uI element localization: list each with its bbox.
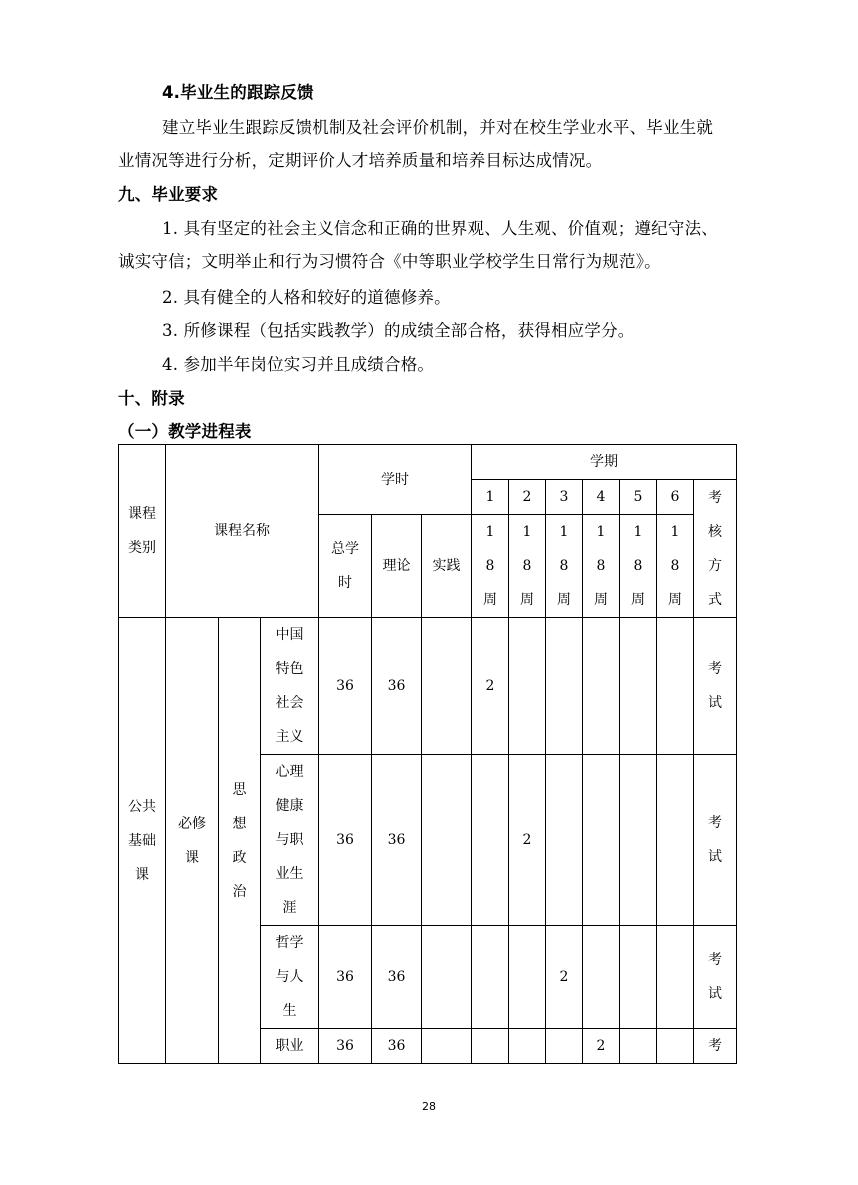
semester-cell [657, 1029, 694, 1064]
total-hours-header: 总学时 [319, 515, 372, 618]
semester-cell [620, 1029, 657, 1064]
paragraph-line: 建立毕业生跟踪反馈机制及社会评价机制，并对在校生学业水平、毕业生就 [162, 118, 714, 137]
theory-cell: 36 [372, 755, 422, 926]
weeks-cell: 18周 [509, 515, 546, 618]
semester-number: 2 [509, 480, 546, 515]
semester-cell [472, 755, 509, 926]
total-cell: 36 [319, 926, 372, 1029]
semester-cell [509, 926, 546, 1029]
page-number: 28 [422, 1100, 436, 1113]
practice-cell [422, 1029, 472, 1064]
assessment-header: 考核方式 [694, 480, 737, 618]
semester-cell: 2 [509, 755, 546, 926]
theory-cell: 36 [372, 926, 422, 1029]
course-name-cell: 哲学与人生 [261, 926, 319, 1029]
teaching-schedule-table [118, 444, 737, 1064]
practice-header: 实践 [422, 515, 472, 618]
requirement-item: 2. 具有健全的人格和较好的道德修养。 [162, 288, 451, 307]
semester-cell [583, 926, 620, 1029]
total-cell: 36 [319, 1029, 372, 1064]
section-heading-tracking: 4.毕业生的跟踪反馈 [162, 83, 314, 102]
semester-cell [657, 926, 694, 1029]
theory-cell: 36 [372, 618, 422, 755]
practice-cell [422, 926, 472, 1029]
total-cell: 36 [319, 618, 372, 755]
paragraph-line: 业情况等进行分析，定期评价人才培养质量和培养目标达成情况。 [118, 151, 603, 170]
semester-number: 6 [657, 480, 694, 515]
semester-cell [620, 755, 657, 926]
category-cell: 公共基础课 [119, 618, 166, 1064]
semester-number: 5 [620, 480, 657, 515]
semester-cell [546, 755, 583, 926]
course-name-cell: 职业 [261, 1029, 319, 1064]
weeks-cell: 18周 [472, 515, 509, 618]
table-heading: （一）教学进程表 [118, 422, 252, 441]
semester-cell: 2 [546, 926, 583, 1029]
assessment-cell: 考试 [694, 618, 737, 755]
practice-cell [422, 755, 472, 926]
theory-cell: 36 [372, 1029, 422, 1064]
section-heading-requirements: 九、毕业要求 [118, 185, 219, 204]
course-name-cell: 心理健康与职业生涯 [261, 755, 319, 926]
semester-cell [620, 926, 657, 1029]
semester-cell [472, 1029, 509, 1064]
course-name-cell: 中国特色社会主义 [261, 618, 319, 755]
assessment-cell: 考试 [694, 755, 737, 926]
semester-cell [509, 618, 546, 755]
weeks-cell: 18周 [583, 515, 620, 618]
assessment-cell: 考试 [694, 926, 737, 1029]
weeks-cell: 18周 [620, 515, 657, 618]
course-name-header: 课程名称 [166, 445, 319, 618]
semester-cell: 2 [583, 1029, 620, 1064]
semester-cell [657, 618, 694, 755]
requirement-item: 4. 参加半年岗位实习并且成绩合格。 [162, 355, 435, 374]
practice-cell [422, 618, 472, 755]
semester-cell [472, 926, 509, 1029]
semester-cell [657, 755, 694, 926]
hours-header: 学时 [319, 445, 472, 515]
semester-cell: 2 [472, 618, 509, 755]
semester-number: 4 [583, 480, 620, 515]
semester-cell [546, 618, 583, 755]
table-row [119, 618, 737, 755]
section-heading-appendix: 十、附录 [118, 389, 185, 408]
semester-cell [620, 618, 657, 755]
theory-header: 理论 [372, 515, 422, 618]
requirement-item: 诚实守信；文明举止和行为习惯符合《中等职业学校学生日常行为规范》。 [118, 252, 661, 271]
weeks-cell: 18周 [657, 515, 694, 618]
assessment-cell: 考 [694, 1029, 737, 1064]
semester-number: 1 [472, 480, 509, 515]
semester-cell [509, 1029, 546, 1064]
semester-header: 学期 [472, 445, 737, 480]
semester-cell [546, 1029, 583, 1064]
semester-number: 3 [546, 480, 583, 515]
requirement-item: 1. 具有坚定的社会主义信念和正确的世界观、人生观、价值观；遵纪守法、 [162, 219, 718, 238]
weeks-cell: 18周 [546, 515, 583, 618]
category-header: 课程类别 [119, 445, 166, 618]
type-cell: 必修课 [166, 618, 219, 1064]
subgroup-cell: 思想政治 [219, 618, 261, 1064]
requirement-item: 3. 所修课程（包括实践教学）的成绩全部合格，获得相应学分。 [162, 321, 635, 340]
semester-cell [583, 618, 620, 755]
total-cell: 36 [319, 755, 372, 926]
semester-cell [583, 755, 620, 926]
